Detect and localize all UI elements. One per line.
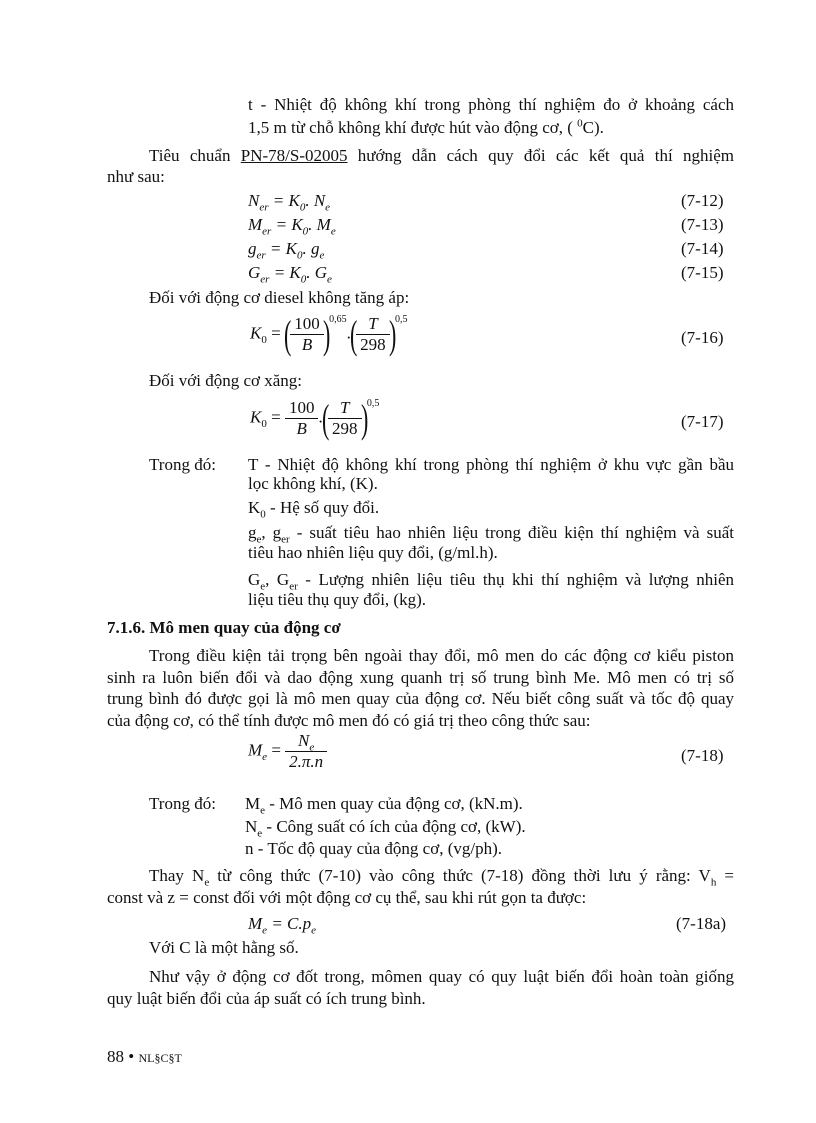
denominator: 2.π.n: [289, 752, 324, 771]
Me-definition: [245, 794, 523, 817]
sub: er: [260, 273, 270, 286]
equation-number: (7-15): [681, 263, 724, 282]
text: 1,5 m từ chỗ không khí được hút vào động cơ, (: [248, 118, 578, 137]
sub: e: [262, 924, 268, 937]
sub: 0: [261, 333, 267, 346]
sub: 0: [296, 249, 303, 262]
var: . N: [305, 191, 326, 210]
substitution-line1: [149, 866, 734, 889]
Ne-definition: [245, 817, 526, 840]
var: . g: [302, 239, 320, 258]
standard-line1: [149, 146, 734, 166]
equals: =: [271, 740, 281, 760]
mult: .: [346, 323, 351, 343]
superscript: 0: [577, 117, 583, 130]
fraction: [285, 398, 319, 439]
text: từ công thức (7-10) vào công thức (7-18) đồng thời lưu ý rằng: V: [209, 866, 711, 885]
equation-7-15: [248, 263, 332, 286]
var: G: [248, 263, 261, 282]
mult: .: [318, 407, 323, 427]
equation-number: (7-12): [681, 191, 724, 210]
equals: =: [271, 323, 281, 343]
paren: ): [388, 311, 397, 357]
equation-number: (7-18a): [676, 914, 727, 933]
sub: 0: [261, 417, 267, 430]
sub: er: [256, 249, 266, 262]
sub: er: [281, 533, 290, 546]
equation-number: (7-13): [681, 215, 724, 234]
var: = K: [269, 263, 301, 282]
var: = C.p: [267, 914, 312, 933]
g-definition-line1: [248, 523, 734, 546]
exponent: 0,65: [329, 314, 347, 325]
paragraph-line: [107, 689, 734, 709]
denominator: 298: [332, 419, 358, 438]
text: t - Nhiệt độ không khí trong phòng thí nghiệm đo ở khoảng cách: [248, 95, 734, 114]
text: Thay N: [149, 866, 205, 885]
sub: e: [256, 533, 262, 546]
var: . G: [306, 263, 328, 282]
fraction: [290, 314, 324, 355]
denominator: 298: [360, 335, 386, 354]
sub: e: [327, 273, 332, 286]
sub: e: [319, 249, 325, 262]
standard-code: PN-78/S-02005: [240, 146, 348, 165]
sub: e: [311, 924, 317, 937]
text: - Mô men quay của động cơ, (kN.m).: [265, 794, 523, 813]
text: - Lượng nhiên liệu tiêu thụ khi thí nghiệm và lượng nhiên: [297, 570, 734, 589]
paren: (: [321, 395, 330, 441]
text: sinh ra luôn biến đổi và dao động xung quanh trị số trung bình Me. Mô men có trị số: [107, 668, 734, 687]
equation-7-18a: [248, 914, 317, 937]
numerator: T: [328, 398, 362, 419]
text: T - Nhiệt độ không khí trong phòng thí nghiệm ở khu vực gần bầu: [248, 455, 734, 474]
text: Trong điều kiện tải trọng bên ngoài thay đổi, mô men do các động cơ kiểu piston: [149, 646, 734, 665]
exponent: 0,5: [366, 398, 380, 409]
var: = K: [265, 239, 297, 258]
var: . M: [308, 215, 331, 234]
T-definition-line2: lọc không khí, (K).: [248, 474, 378, 493]
text: K: [248, 498, 261, 517]
sub: e: [204, 876, 210, 889]
text: hướng dẫn cách quy đổi các kết quả thí nghiệm: [347, 146, 734, 165]
var: M: [248, 914, 263, 933]
equals: =: [271, 407, 281, 427]
K0-definition: [248, 498, 380, 521]
text: N: [245, 817, 258, 836]
text: - suất tiêu hao nhiên liệu trong điều kiện thí nghiệm và suất: [289, 523, 734, 542]
standard-line2: như sau:: [107, 167, 165, 186]
text: , G: [265, 570, 290, 589]
equation-7-14: [248, 239, 325, 262]
text: M: [245, 794, 261, 813]
sub: e: [260, 804, 266, 817]
var: N: [298, 731, 310, 750]
paragraph-line: [149, 646, 734, 666]
paragraph-line: [107, 668, 734, 688]
sub: 0: [302, 225, 309, 238]
text: C).: [582, 118, 604, 137]
substitution-line2: const và z = const đối với một động cơ cụ thể, sau khi rút gọn ta được:: [107, 888, 587, 907]
G-definition-line1: [248, 570, 734, 593]
footer-label: NL§C§T: [138, 1051, 182, 1065]
denominator: B: [301, 335, 313, 354]
paren: ): [322, 311, 331, 357]
text: g: [248, 523, 257, 542]
section-heading: 7.1.6. Mô men quay của động cơ: [107, 618, 341, 637]
sub: 0: [299, 201, 306, 214]
numerator: 100: [290, 314, 324, 335]
g-definition-line2: tiêu hao nhiên liệu quy đổi, (g/ml.h).: [248, 543, 498, 562]
equation-number: (7-18): [681, 746, 724, 765]
sub: e: [325, 201, 331, 214]
equation-7-12: [248, 191, 331, 214]
var: K: [250, 407, 262, 427]
paren: (: [283, 311, 292, 357]
where-label: Trong đó:: [149, 794, 216, 813]
temperature-definition-line2: [248, 118, 604, 138]
bullet: •: [128, 1047, 135, 1066]
fraction: [285, 731, 327, 772]
numerator: T: [356, 314, 390, 335]
var: M: [248, 740, 263, 760]
equation-number: (7-14): [681, 239, 724, 258]
n-definition: n - Tốc độ quay của động cơ, (vg/ph).: [245, 839, 503, 858]
sub: er: [262, 225, 272, 238]
temperature-definition-line1: [248, 95, 734, 115]
equation-number: (7-17): [681, 412, 724, 431]
equation-7-18: [248, 731, 327, 772]
sub: e: [257, 827, 263, 840]
constant-note: Với C là một hằng số.: [149, 938, 299, 957]
text: Tiêu chuẩn: [149, 146, 241, 165]
sub: e: [260, 580, 266, 593]
denominator: B: [296, 419, 307, 438]
G-definition-line2: liệu tiêu thụ quy đổi, (kg).: [248, 590, 427, 609]
var: N: [248, 191, 260, 210]
numerator: 100: [285, 398, 319, 419]
sub: 0: [300, 273, 307, 286]
var: g: [248, 239, 257, 258]
exponent: 0,5: [395, 314, 408, 325]
numerator: [285, 731, 327, 752]
where-label: Trong đó:: [149, 455, 216, 474]
sub: er: [289, 580, 298, 593]
paragraph-line: của động cơ, có thể tính được mô men đó có giá trị theo công thức sau:: [107, 711, 591, 730]
page-number: 88: [107, 1047, 124, 1066]
diesel-label: Đối với động cơ diesel không tăng áp:: [149, 288, 410, 307]
var: M: [248, 215, 263, 234]
text: - Hệ số quy đổi.: [265, 498, 380, 517]
T-definition-line1: [248, 455, 734, 475]
text: Như vậy ở động cơ đốt trong, mômen quay có quy luật biến đổi hoàn toàn giống: [149, 967, 734, 986]
final-line1: [149, 967, 734, 987]
var: = K: [268, 191, 300, 210]
paren: (: [349, 311, 358, 357]
fraction: [356, 314, 390, 355]
sub: e: [330, 225, 336, 238]
text: G: [248, 570, 261, 589]
equation-number: (7-16): [681, 328, 724, 347]
var: K: [250, 323, 262, 343]
final-line2: quy luật biến đổi của áp suất có ích trung bình.: [107, 989, 426, 1008]
page-footer: [107, 1047, 182, 1067]
equation-7-13: [248, 215, 336, 238]
sub: h: [710, 876, 717, 889]
equation-7-16: [250, 311, 408, 357]
sub: 0: [260, 508, 266, 521]
fraction: [328, 398, 362, 439]
text: - Công suất có ích của động cơ, (kW).: [262, 817, 526, 836]
text: , g: [261, 523, 282, 542]
sub: er: [259, 201, 269, 214]
text: =: [716, 866, 734, 885]
petrol-label: Đối với động cơ xăng:: [149, 371, 303, 390]
equation-7-17: [250, 395, 380, 441]
text: trung bình đó được gọi là mô men quay của động cơ. Nếu biết công suất và tốc độ quay: [107, 689, 734, 708]
var: = K: [271, 215, 303, 234]
sub: e: [262, 750, 268, 763]
paren: ): [360, 395, 368, 441]
sub: e: [309, 741, 315, 754]
